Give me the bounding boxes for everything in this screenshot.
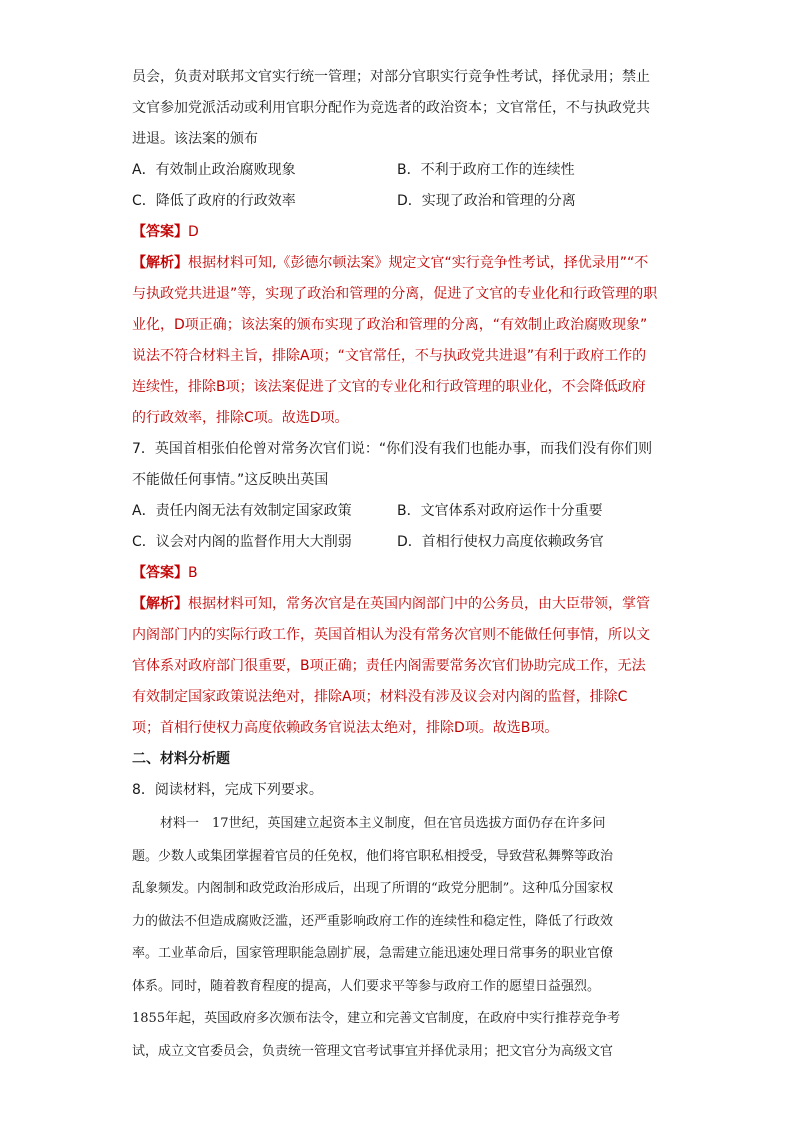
q8-stem: 8．阅读材料，完成下列要求。 bbox=[132, 782, 323, 798]
q8-material-line: 乱象频发。内阁制和政党政治形成后，出现了所谓的“政党分肥制”。这种瓜分国家权 bbox=[132, 881, 614, 896]
q8-material-line: 题。少数人或集团掌握着官员的任免权，他们将官职私相授受，导致营私舞弊等政治 bbox=[132, 848, 614, 864]
q7-option-a: A．责任内阁无法有效制定国家政策 bbox=[132, 503, 352, 519]
q7-analysis-line: 有效制定国家政策说法绝对，排除A项；材料没有涉及议会对内阁的监督，排除C bbox=[132, 689, 628, 705]
q8-material-line: 材料一 17世纪，英国建立起资本主义制度，但在官员选拔方面仍存在许多问 bbox=[160, 816, 606, 831]
document-page bbox=[132, 62, 662, 1068]
q6-analysis-line bbox=[132, 248, 662, 279]
q8-material-line: 1855年起，英国政府多次颁布法令，建立和完善文官制度，在政府中实行推荐竞争考 bbox=[132, 1011, 621, 1026]
q6-analysis-line: 与执政党共进退”等，实现了政治和管理的分离，促进了文官的专业化和行政管理的职 bbox=[132, 286, 658, 302]
q6-options-row-2 bbox=[132, 186, 662, 217]
q6-options-row-1 bbox=[132, 155, 662, 186]
q8-material-line: 力的做法不但造成腐败泛滥，还严重影响政府工作的连续性和稳定性，降低了行政效 bbox=[132, 913, 614, 929]
q7-analysis-line bbox=[132, 589, 662, 620]
q6-answer-value: D bbox=[188, 224, 199, 240]
q6-stem-line: 文官参加党派活动或利用官职分配作为竞选者的政治资本；文官常任，不与执政党共 bbox=[132, 100, 650, 116]
q7-answer-label: 【答案】 bbox=[132, 565, 188, 581]
q7-option-b: B．文官体系对政府运作十分重要 bbox=[397, 503, 603, 519]
section-title: 二、材料分析题 bbox=[132, 751, 230, 767]
question-6 bbox=[132, 62, 662, 434]
q7-option-c: C．议会对内阁的监督作用大大削弱 bbox=[132, 534, 352, 550]
q7-analysis-text: 根据材料可知，常务次官是在英国内阁部门中的公务员，由大臣带领，掌管 bbox=[188, 596, 650, 612]
q6-option-d: D．实现了政治和管理的分离 bbox=[397, 193, 576, 209]
q7-options-row-1 bbox=[132, 496, 662, 527]
q6-answer bbox=[132, 217, 662, 248]
q8-material-line: 率。工业革命后，国家管理职能急剧扩展，急需建立能迅速处理日常事务的职业官僚 bbox=[132, 946, 614, 961]
q6-analysis-line: 的行政效率，排除C项。故选D项。 bbox=[132, 410, 349, 426]
q6-stem-line: 员会，负责对联邦文官实行统一管理；对部分官职实行竞争性考试，择优录用；禁止 bbox=[132, 69, 650, 85]
q7-answer-value: B bbox=[188, 565, 198, 581]
q8-material bbox=[132, 808, 662, 1068]
q6-stem-line: 进退。该法案的颁布 bbox=[132, 131, 258, 147]
q6-analysis-line: 业化，D项正确；该法案的颁布实现了政治和管理的分离，“有效制止政治腐败现象” bbox=[132, 317, 648, 333]
question-7 bbox=[132, 434, 662, 744]
q6-answer-label: 【答案】 bbox=[132, 224, 188, 240]
q6-option-a: A．有效制止政治腐败现象 bbox=[132, 162, 296, 178]
q6-option-c: C．降低了政府的行政效率 bbox=[132, 193, 296, 209]
q7-option-d: D．首相行使权力高度依赖政务官 bbox=[397, 534, 604, 550]
question-8 bbox=[132, 775, 662, 1068]
q8-material-line: 体系。同时，随着教育程度的提高，人们要求平等参与政府工作的愿望日益强烈。 bbox=[132, 978, 601, 994]
q8-material-line: 试，成立文官委员会，负责统一管理文官考试事宜并择优录用；把文官分为高级文官 bbox=[132, 1043, 614, 1059]
q7-stem-line: 7．英国首相张伯伦曾对常务次官们说：“你们没有我们也能办事，而我们没有你们则 bbox=[132, 441, 653, 457]
q7-analysis-line: 项；首相行使权力高度依赖政务官说法太绝对，排除D项。故选B项。 bbox=[132, 720, 559, 736]
q7-stem-line: 不能做任何事情。”这反映出英国 bbox=[132, 472, 329, 488]
q6-analysis-line: 连续性，排除B项；该法案促进了文官的专业化和行政管理的职业化，不会降低政府 bbox=[132, 379, 646, 395]
q6-analysis-line: 说法不符合材料主旨，排除A项；“文官常任，不与执政党共进退”有利于政府工作的 bbox=[132, 348, 647, 364]
q7-analysis-label: 【解析】 bbox=[132, 596, 188, 612]
q7-analysis-line: 官体系对政府部门很重要，B项正确；责任内阁需要常务次官们协助完成工作，无法 bbox=[132, 658, 646, 674]
q7-analysis-line: 内阁部门内的实际行政工作，英国首相认为没有常务次官则不能做任何事情，所以文 bbox=[132, 627, 650, 643]
q6-analysis-text: 根据材料可知,《彭德尔顿法案》规定文官“实行竞争性考试，择优录用”“不 bbox=[188, 255, 649, 271]
q7-options-row-2 bbox=[132, 527, 662, 558]
q6-option-b: B．不利于政府工作的连续性 bbox=[397, 162, 575, 178]
q6-analysis-label: 【解析】 bbox=[132, 255, 188, 271]
q7-answer bbox=[132, 558, 662, 589]
